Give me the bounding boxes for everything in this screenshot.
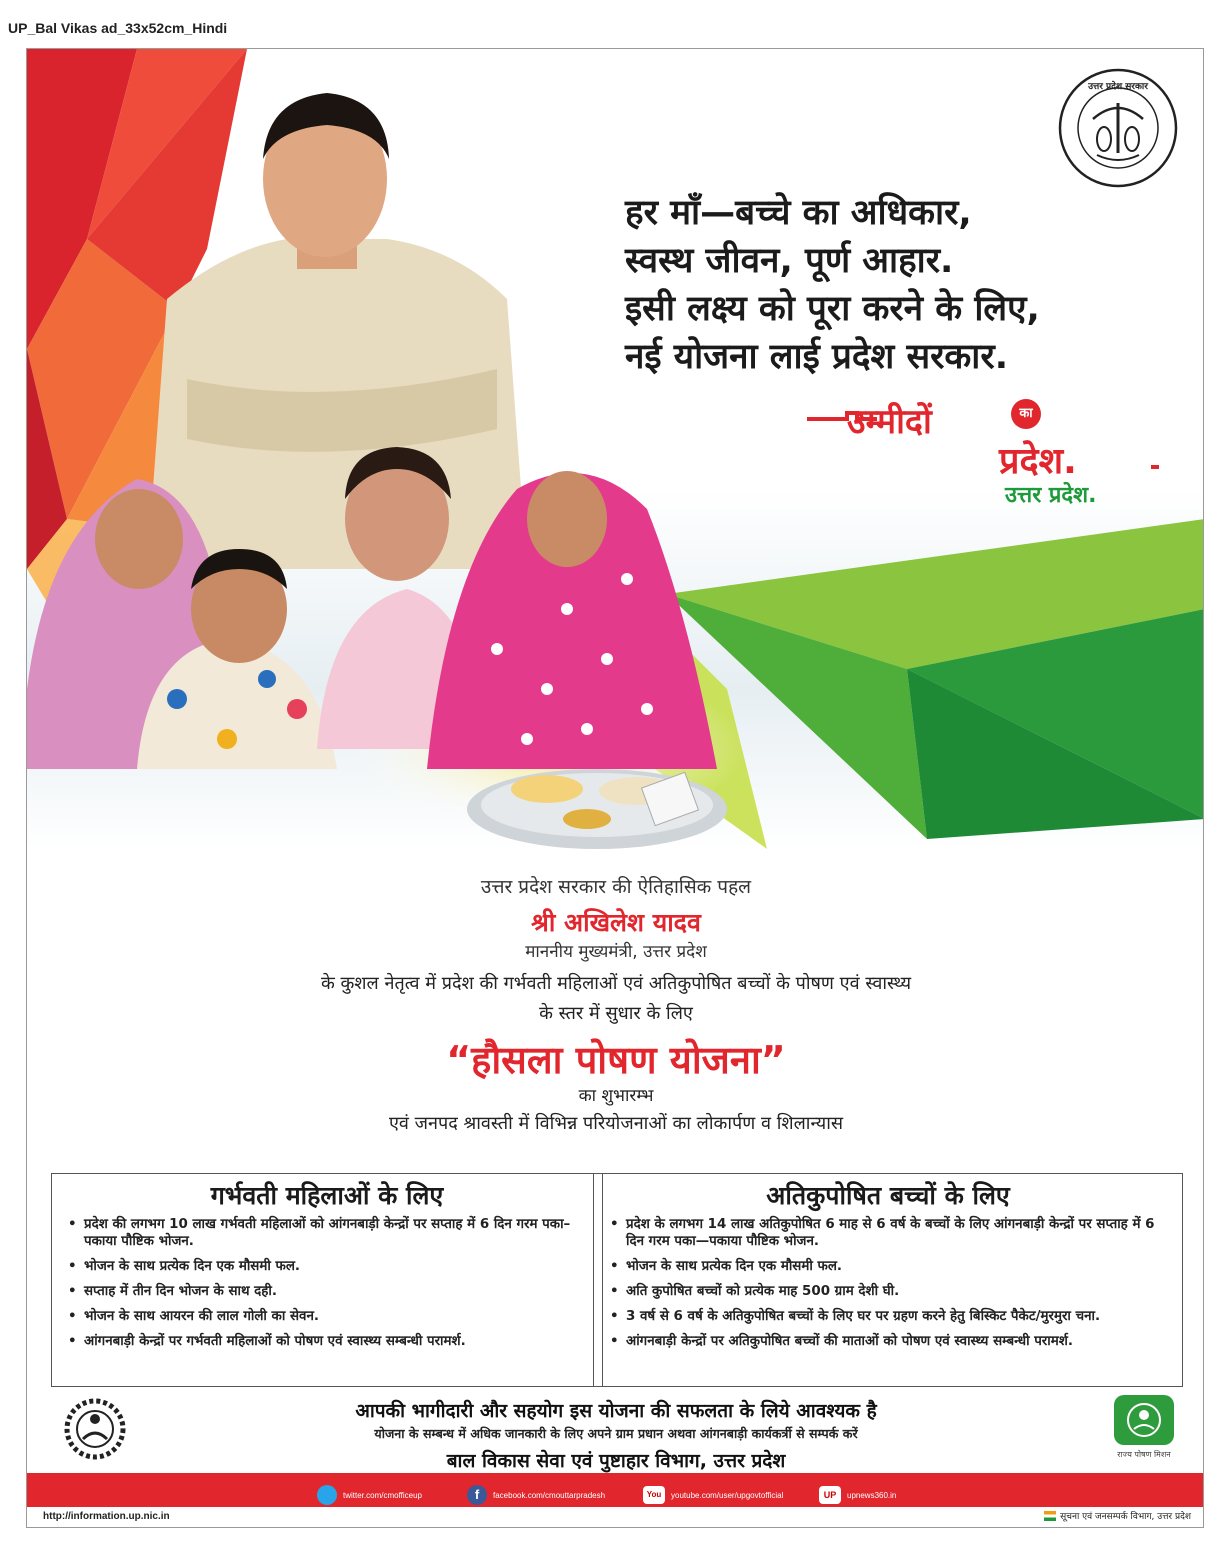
social-link-text: youtube.com/user/upgovtofficial	[671, 1490, 784, 1500]
file-label: UP_Bal Vikas ad_33x52cm_Hindi	[8, 20, 228, 36]
social-links-bar	[27, 1483, 1204, 1507]
list-item: • अति कुपोषित बच्चों को प्रत्येक माह 500 ग्राम देशी घी.	[626, 1283, 1170, 1300]
box-title: अतिकुपोषित बच्चों के लिए	[766, 1181, 1010, 1210]
brand-line1: उम्मीदों	[847, 402, 932, 442]
malnourished-children-benefits	[593, 1173, 1183, 1387]
footer-department: बाल विकास सेवा एवं पुष्टाहार विभाग, उत्तर प्रदेश	[446, 1450, 786, 1472]
box-title: गर्भवती महिलाओं के लिए	[210, 1181, 444, 1210]
announcement-line3: एवं जनपद श्रावस्ती में विभिन्न परियोजनाओं का लोकार्पण व शिलान्यास	[388, 1113, 844, 1134]
social-link-text: facebook.com/cmouttarpradesh	[493, 1490, 606, 1500]
upnews-icon: UP	[819, 1486, 841, 1504]
brand-state: उत्तर प्रदेश.	[1005, 483, 1097, 508]
announcement-line2: के स्तर में सुधार के लिए	[539, 1003, 693, 1024]
headline-line: हर माँ—बच्चे का अधिकार,	[625, 193, 972, 233]
information-dept-logo-icon	[1044, 1511, 1056, 1521]
list-item: • सप्ताह में तीन दिन भोजन के साथ दही.	[84, 1283, 590, 1300]
chief-minister-name: श्री अखिलेश यादव	[531, 908, 701, 937]
headline-line: नई योजना लाई प्रदेश सरकार.	[625, 337, 1008, 377]
chief-minister-designation: माननीय मुख्यमंत्री, उत्तर प्रदेश	[525, 942, 707, 962]
ummeedon-ka-pradesh-logo	[787, 389, 1187, 514]
headline-line: स्वस्थ जीवन, पूर्ण आहार.	[625, 241, 954, 281]
social-link-twitter[interactable]	[317, 1485, 422, 1505]
social-link-text: twitter.com/cmofficeup	[343, 1490, 422, 1500]
social-link-upnews[interactable]	[819, 1485, 896, 1505]
headline-verse	[625, 189, 1185, 381]
poshan-mission-caption: राज्य पोषण मिशन	[1117, 1450, 1171, 1459]
information-department-credit	[1044, 1509, 1191, 1522]
information-dept-text: सूचना एवं जनसम्पर्क विभाग, उत्तर प्रदेश	[1060, 1512, 1191, 1522]
footer-appeal: आपकी भागीदारी और सहयोग इस योजना की सफलता के लिये आवश्यक है	[355, 1400, 877, 1422]
social-link-youtube[interactable]	[643, 1485, 783, 1505]
brand-line2: प्रदेश.	[999, 441, 1077, 482]
headline-line: इसी लक्ष्य को पूरा करने के लिए,	[625, 289, 1040, 329]
list-item: • आंगनबाड़ी केन्द्रों पर अतिकुपोषित बच्चों की माताओं को पोषण एवं स्वास्थ्य सम्बन्धी परामर्श.	[626, 1333, 1170, 1350]
list-item: • भोजन के साथ आयरन की लाल गोली का सेवन.	[84, 1308, 590, 1325]
benefit-list	[606, 1216, 1170, 1350]
list-item: • प्रदेश के लगभग 14 लाख अतिकुपोषित 6 माह से 6 वर्ष के बच्चों के लिए आंगनबाड़ी केन्द्रों पर सप्ताह में 6 दिन गरम पका—पकाया पौष्टिक भोजन.	[626, 1216, 1170, 1250]
social-link-text: upnews360.in	[847, 1490, 897, 1500]
list-item: • आंगनबाड़ी केन्द्रों पर गर्भवती महिलाओं को पोषण एवं स्वास्थ्य सम्बन्धी परामर्श.	[84, 1333, 590, 1350]
announcement-intro: उत्तर प्रदेश सरकार की ऐतिहासिक पहल	[480, 876, 752, 898]
list-item: • भोजन के साथ प्रत्येक दिन एक मौसमी फल.	[626, 1258, 1170, 1275]
social-link-facebook[interactable]	[467, 1485, 605, 1505]
benefit-list	[64, 1216, 590, 1350]
footer-contact: योजना के सम्बन्ध में अधिक जानकारी के लिए अपने ग्राम प्रधान अथवा आंगनबाड़ी कार्यकर्त्री से सम्पर्क करें	[374, 1426, 858, 1441]
list-item: • भोजन के साथ प्रत्येक दिन एक मौसमी फल.	[84, 1258, 590, 1275]
website-link[interactable]: http://information.up.nic.in	[43, 1511, 170, 1522]
list-item: • प्रदेश की लगभग 10 लाख गर्भवती महिलाओं को आंगनबाड़ी केन्द्रों पर सप्ताह में 6 दिन गरम पका– पकाया पौष्टिक भोजन.	[84, 1216, 590, 1250]
advertisement	[26, 48, 1204, 1528]
brand-ka-badge: का	[1011, 399, 1041, 429]
seal-ring-text: उत्तर प्रदेश सरकार	[1088, 82, 1148, 92]
scheme-title: “हौसला पोषण योजना”	[446, 1038, 786, 1082]
twitter-icon	[317, 1485, 337, 1505]
pregnant-women-benefits	[51, 1173, 603, 1387]
scheme-launch: का शुभारम्भ	[578, 1086, 654, 1106]
list-item: • 3 वर्ष से 6 वर्ष के अतिकुपोषित बच्चों के लिए घर पर ग्रहण करने हेतु बिस्किट पैकेट/मुरमुरा चना.	[626, 1308, 1170, 1325]
divider-bar	[27, 1473, 1204, 1483]
youtube-icon: You	[643, 1486, 665, 1504]
facebook-icon: f	[467, 1485, 487, 1505]
announcement-line1: के कुशल नेतृत्व में प्रदेश की गर्भवती महिलाओं एवं अतिकुपोषित बच्चों के पोषण एवं स्वास्थ्य	[320, 973, 912, 994]
